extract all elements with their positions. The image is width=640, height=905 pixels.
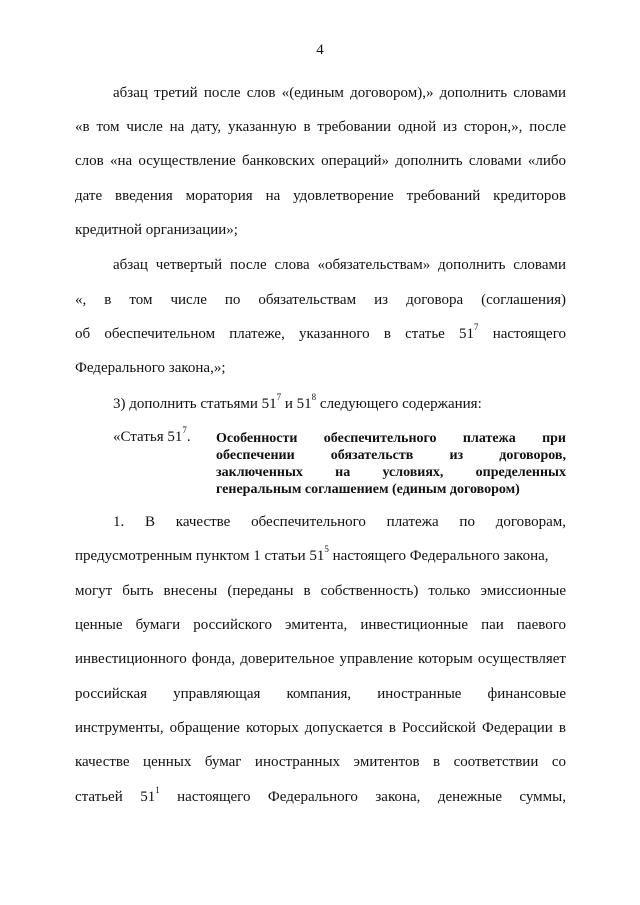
title-line: обеспечении обязательств из договоров,	[216, 448, 566, 463]
text-line: ценные бумаги российского эмитента, инвестиционные паи паевого	[75, 617, 566, 633]
text-segment: 3) дополнить статьями 51	[113, 396, 277, 412]
text-line: Федерального закона,»;	[75, 360, 226, 376]
title-line: Особенности обеспечительного платежа при	[216, 431, 566, 446]
superscript: 7	[276, 392, 282, 402]
title-line: заключенных на условиях, определенных	[216, 465, 566, 480]
text-segment: об обеспечительном платеже, указанного в статье 51	[75, 326, 475, 342]
text-line	[75, 787, 566, 807]
text-segment: настоящего	[478, 326, 566, 342]
text-line	[75, 546, 566, 566]
article-label	[113, 427, 191, 447]
text-segment: настоящего Федерального закона,	[328, 548, 549, 564]
text-line: абзац третий после слов «(единым договором),» дополнить словами	[113, 85, 566, 101]
text-segment: статьей 51	[75, 789, 156, 805]
superscript: 7	[182, 425, 187, 435]
text-line: 1. В качестве обеспечительного платежа по договорам,	[113, 514, 566, 530]
text-line	[113, 394, 566, 414]
superscript: 7	[474, 322, 479, 332]
text-segment: и 51	[281, 396, 312, 412]
page-number: 4	[316, 42, 324, 58]
text-segment: настоящего Федерального закона, денежные суммы,	[159, 789, 566, 805]
article-title	[216, 430, 566, 498]
text-line: качестве ценных бумаг иностранных эмитентов в соответствии со	[75, 754, 566, 770]
title-line: генеральным соглашением (единым договором)	[216, 482, 520, 497]
text-line: дате введения моратория на удовлетворение требований кредиторов	[75, 188, 566, 204]
text-line: могут быть внесены (переданы в собственность) только эмиссионные	[75, 583, 566, 599]
text-segment: предусмотренным пунктом 1 статьи 51	[75, 548, 325, 564]
text-segment: «Статья 51	[113, 429, 183, 445]
text-segment: следующего содержания:	[316, 396, 482, 412]
text-line: инвестиционного фонда, доверительное управление которым осуществляет	[75, 651, 566, 667]
text-line: инструменты, обращение которых допускается в Российской Федерации в	[75, 720, 566, 736]
superscript: 8	[311, 392, 317, 402]
text-segment: .	[186, 429, 191, 445]
superscript: 1	[155, 785, 160, 795]
text-line: абзац четвертый после слова «обязательствам» дополнить словами	[113, 257, 566, 273]
text-line: российская управляющая компания, иностранные финансовые	[75, 686, 566, 702]
superscript: 5	[324, 544, 329, 554]
text-line: «в том числе на дату, указанную в требовании одной из сторон,», после	[75, 119, 566, 135]
text-line	[75, 324, 566, 344]
text-line: «, в том числе по обязательствам из договора (соглашения)	[75, 292, 566, 308]
text-line: слов «на осуществление банковских операций» дополнить словами «либо	[75, 153, 566, 169]
text-line: кредитной организации»;	[75, 222, 238, 238]
